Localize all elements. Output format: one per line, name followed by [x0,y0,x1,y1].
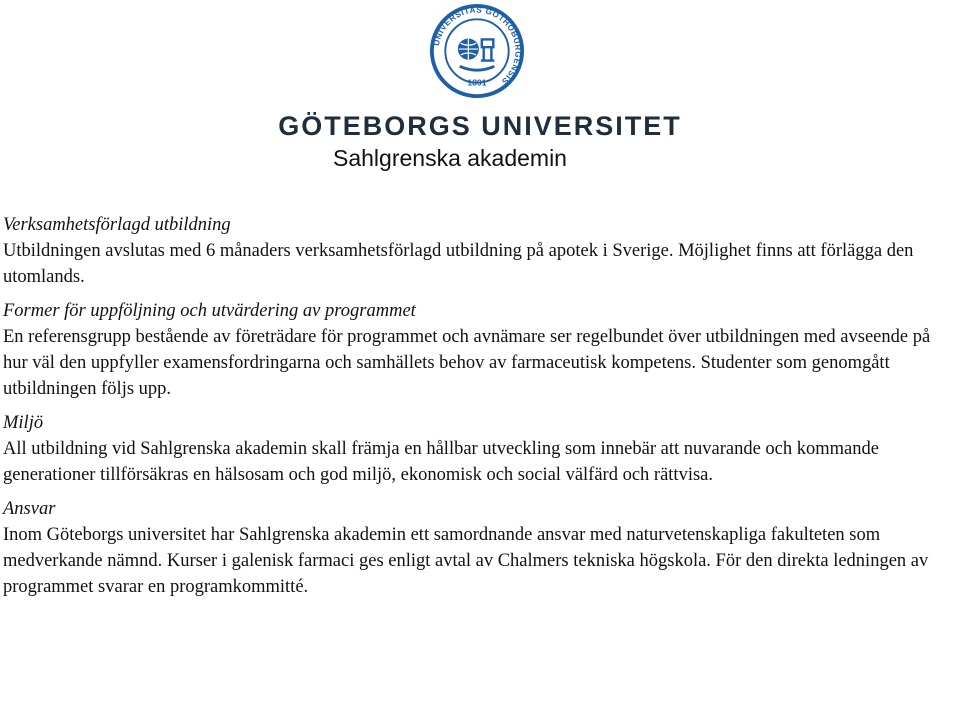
section-body: En referensgrupp bestående av företrädare för programmet och avnämare ser regelbundet över utbildningen med avseende på hur väl den uppfyller examensfordringarna och samhällets behov av farmaceutisk kompetens. Studenter som genomgått utbildningen följs upp. [3,327,931,399]
section-title: Miljö [3,413,44,433]
section-environment [3,410,957,488]
section-follow-up-evaluation [3,298,957,402]
seal-ring-text: UNIVERSITAS GOTHOBURGENSIS [431,5,523,87]
university-name: GÖTEBORGS UNIVERSITET [278,111,682,141]
seal-year: 1891 [467,77,487,88]
section-responsibility [3,496,957,600]
document-header [0,0,960,180]
section-body: Inom Göteborgs universitet har Sahlgrenska akademin ett samordnande ansvar med naturvetenskapliga fakulteten som medverkande nämnd. Kurser i galenisk farmaci ges enligt avtal av Chalmers tekniska högskola. För den direkta ledningen av programmet svarar en programkommitté. [3,525,929,597]
section-title: Former för uppföljning och utvärdering av programmet [3,301,416,321]
section-practical-training [3,212,957,290]
section-body: Utbildningen avslutas med 6 månaders verksamhetsförlagd utbildning på apotek i Sverige. Möjlighet finns att förlägga den utomlands. [3,241,914,287]
section-title: Ansvar [3,499,56,519]
section-title: Verksamhetsförlagd utbildning [3,215,231,235]
section-body: All utbildning vid Sahlgrenska akademin skall främja en hållbar utveckling som innebär att nuvarande och kommande generationer tillförsäkras en hälsosam och god miljö, ekonomisk och social välfärd och rättvisa. [3,439,879,485]
university-seal-logo [429,3,525,99]
faculty-name: Sahlgrenska akademin [333,145,567,171]
document-body [3,212,957,608]
